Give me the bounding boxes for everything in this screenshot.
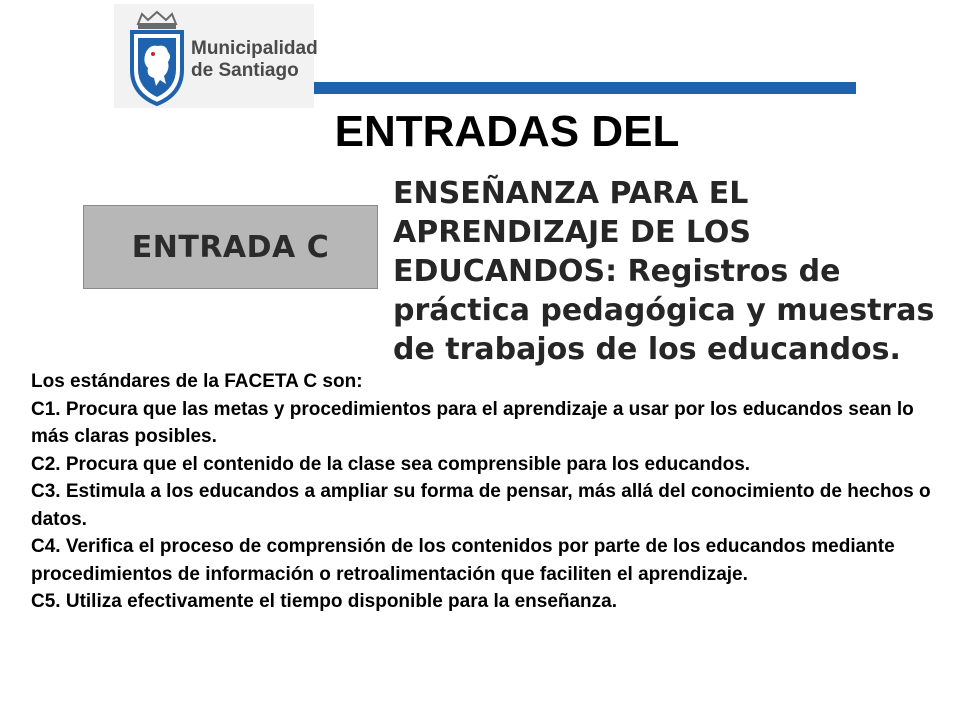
entrada-label: ENTRADA C <box>131 229 330 265</box>
santiago-lion-shield-icon <box>128 10 186 106</box>
entrada-label-box <box>83 205 378 289</box>
logo-wordmark <box>191 38 318 82</box>
standards-intro: Los estándares de la FACETA C son: <box>31 371 363 392</box>
municipal-logo <box>114 4 318 108</box>
standard-item: C1. Procura que las metas y procedimientos para el aprendizaje a usar por los educandos sean lo más claras posibles. <box>31 398 914 447</box>
logo-line-2: de Santiago <box>191 60 299 81</box>
standard-item: C5. Utiliza efectivamente el tiempo disponible para la enseñanza. <box>31 591 618 612</box>
logo-line-1: Municipalidad <box>191 38 318 59</box>
standards-list <box>31 368 931 616</box>
entrada-description: ENSEÑANZA PARA EL APRENDIZAJE DE LOS EDUCANDOS: Registros de práctica pedagógica y muestras de trabajos de los educandos. <box>393 176 935 367</box>
slide-title: ENTRADAS DEL <box>334 107 680 156</box>
standard-item: C2. Procura que el contenido de la clase sea comprensible para los educandos. <box>31 453 751 475</box>
header-accent-bar <box>314 82 856 94</box>
standard-item: C3. Estimula a los educandos a ampliar su forma de pensar, más allá del conocimiento de hechos o datos. <box>31 481 931 530</box>
standard-item: C4. Verifica el proceso de comprensión de los contenidos por parte de los educandos mediante procedimientos de información o retroalimentación que faciliten el aprendizaje. <box>31 536 895 585</box>
